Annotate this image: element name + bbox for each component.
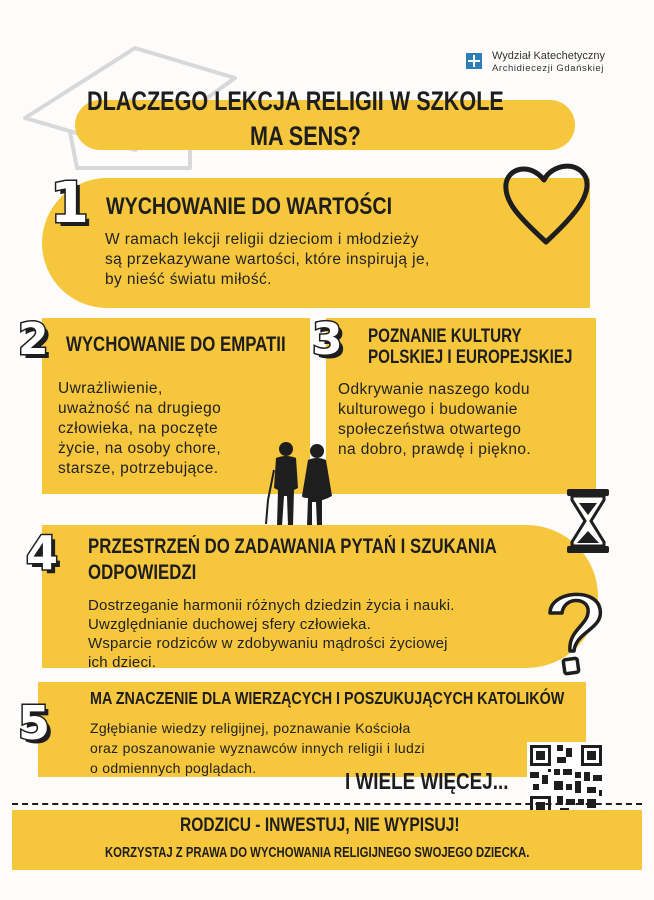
- section-2-line: człowieka, na poczęte: [58, 420, 219, 437]
- section-3-body: [338, 380, 531, 460]
- logo-cross-icon: [466, 53, 482, 69]
- more-text: I WIELE WIĘCEJ...: [345, 768, 509, 794]
- section-4-number: 4: [26, 526, 59, 580]
- section-3-line: społeczeństwa otwartego: [338, 421, 522, 438]
- section-2-line: życie, na osoby chore,: [58, 440, 222, 457]
- section-3-heading-line1: POZNANIE KULTURY: [368, 326, 522, 347]
- section-2-body: [58, 379, 221, 479]
- section-1-line: W ramach lekcji religii dzieciom i młodzieży: [105, 231, 419, 248]
- question-mark-icon: [540, 585, 610, 680]
- section-3-number: 3: [312, 314, 343, 365]
- section-5-line: o odmiennych poglądach.: [90, 760, 257, 776]
- logo-title: Wydział Katechetyczny: [492, 50, 606, 62]
- section-4-heading-line1: PRZESTRZEŃ DO ZADAWANIA PYTAŃ I SZUKANIA: [88, 535, 497, 558]
- section-2-heading: WYCHOWANIE DO EMPATII: [66, 333, 286, 356]
- section-5-number: 5: [18, 696, 51, 750]
- section-3-heading-line2: POLSKIEJ I EUROPEJSKIEJ: [368, 347, 573, 368]
- section-3-line: kulturowego i budowanie: [338, 401, 518, 418]
- qr-code: [527, 742, 605, 820]
- section-2-line: starsze, potrzebujące.: [58, 460, 219, 477]
- section-3-line: na dobro, prawdę i piękno.: [338, 441, 532, 458]
- section-2-line: uważność na drugiego: [58, 400, 222, 417]
- section-2-line: Uwrażliwienie,: [58, 380, 163, 397]
- section-4-line: ich dzieci.: [88, 654, 157, 671]
- section-1-line: by nieść światu miłość.: [105, 271, 272, 288]
- section-1-body: [105, 230, 430, 290]
- section-4-heading-line2: ODPOWIEDZI: [88, 561, 197, 584]
- section-5-heading: MA ZNACZENIE DLA WIERZĄCYCH I POSZUKUJĄCYCH KATOLIKÓW: [90, 688, 565, 708]
- footer-line1: RODZICU - INWESTUJ, NIE WYPISUJ!: [180, 815, 460, 836]
- section-3-line: Odkrywanie naszego kodu: [338, 381, 530, 398]
- section-2-number: 2: [18, 314, 49, 365]
- footer-divider: [12, 803, 642, 805]
- section-5-line: oraz poszanowanie wyznawców innych religii i ludzi: [90, 740, 425, 756]
- logo-subtitle: Archidiecezji Gdańskiej: [492, 63, 605, 74]
- section-1-line: są przekazywane wartości, które inspirują je,: [105, 251, 430, 268]
- section-4-line: Dostrzeganie harmonii różnych dziedzin życia i nauki.: [88, 597, 455, 614]
- section-1-number: 1: [50, 171, 89, 236]
- logo: [466, 50, 646, 76]
- footer-line2: KORZYSTAJ Z PRAWA DO WYCHOWANIA RELIGIJNEGO SWOJEGO DZIECKA.: [105, 845, 530, 861]
- section-4-line: Wsparcie rodziców w zdobywaniu mądrości życiowej: [88, 635, 448, 652]
- section-4-line: Uwzględnianie duchowej sfery człowieka.: [88, 616, 371, 633]
- heart-icon: [500, 158, 592, 250]
- page-title-line1: DLACZEGO LEKCJA RELIGII W SZKOLE: [87, 86, 504, 116]
- page-title-line2: MA SENS?: [250, 121, 361, 151]
- section-1-heading: WYCHOWANIE DO WARTOŚCI: [106, 193, 393, 220]
- section-5-line: Zgłębianie wiedzy religijnej, poznawanie Kościoła: [90, 720, 411, 736]
- hourglass-icon: [565, 487, 611, 555]
- couple-silhouette-icon: [262, 440, 342, 530]
- section-4-body: [88, 596, 455, 672]
